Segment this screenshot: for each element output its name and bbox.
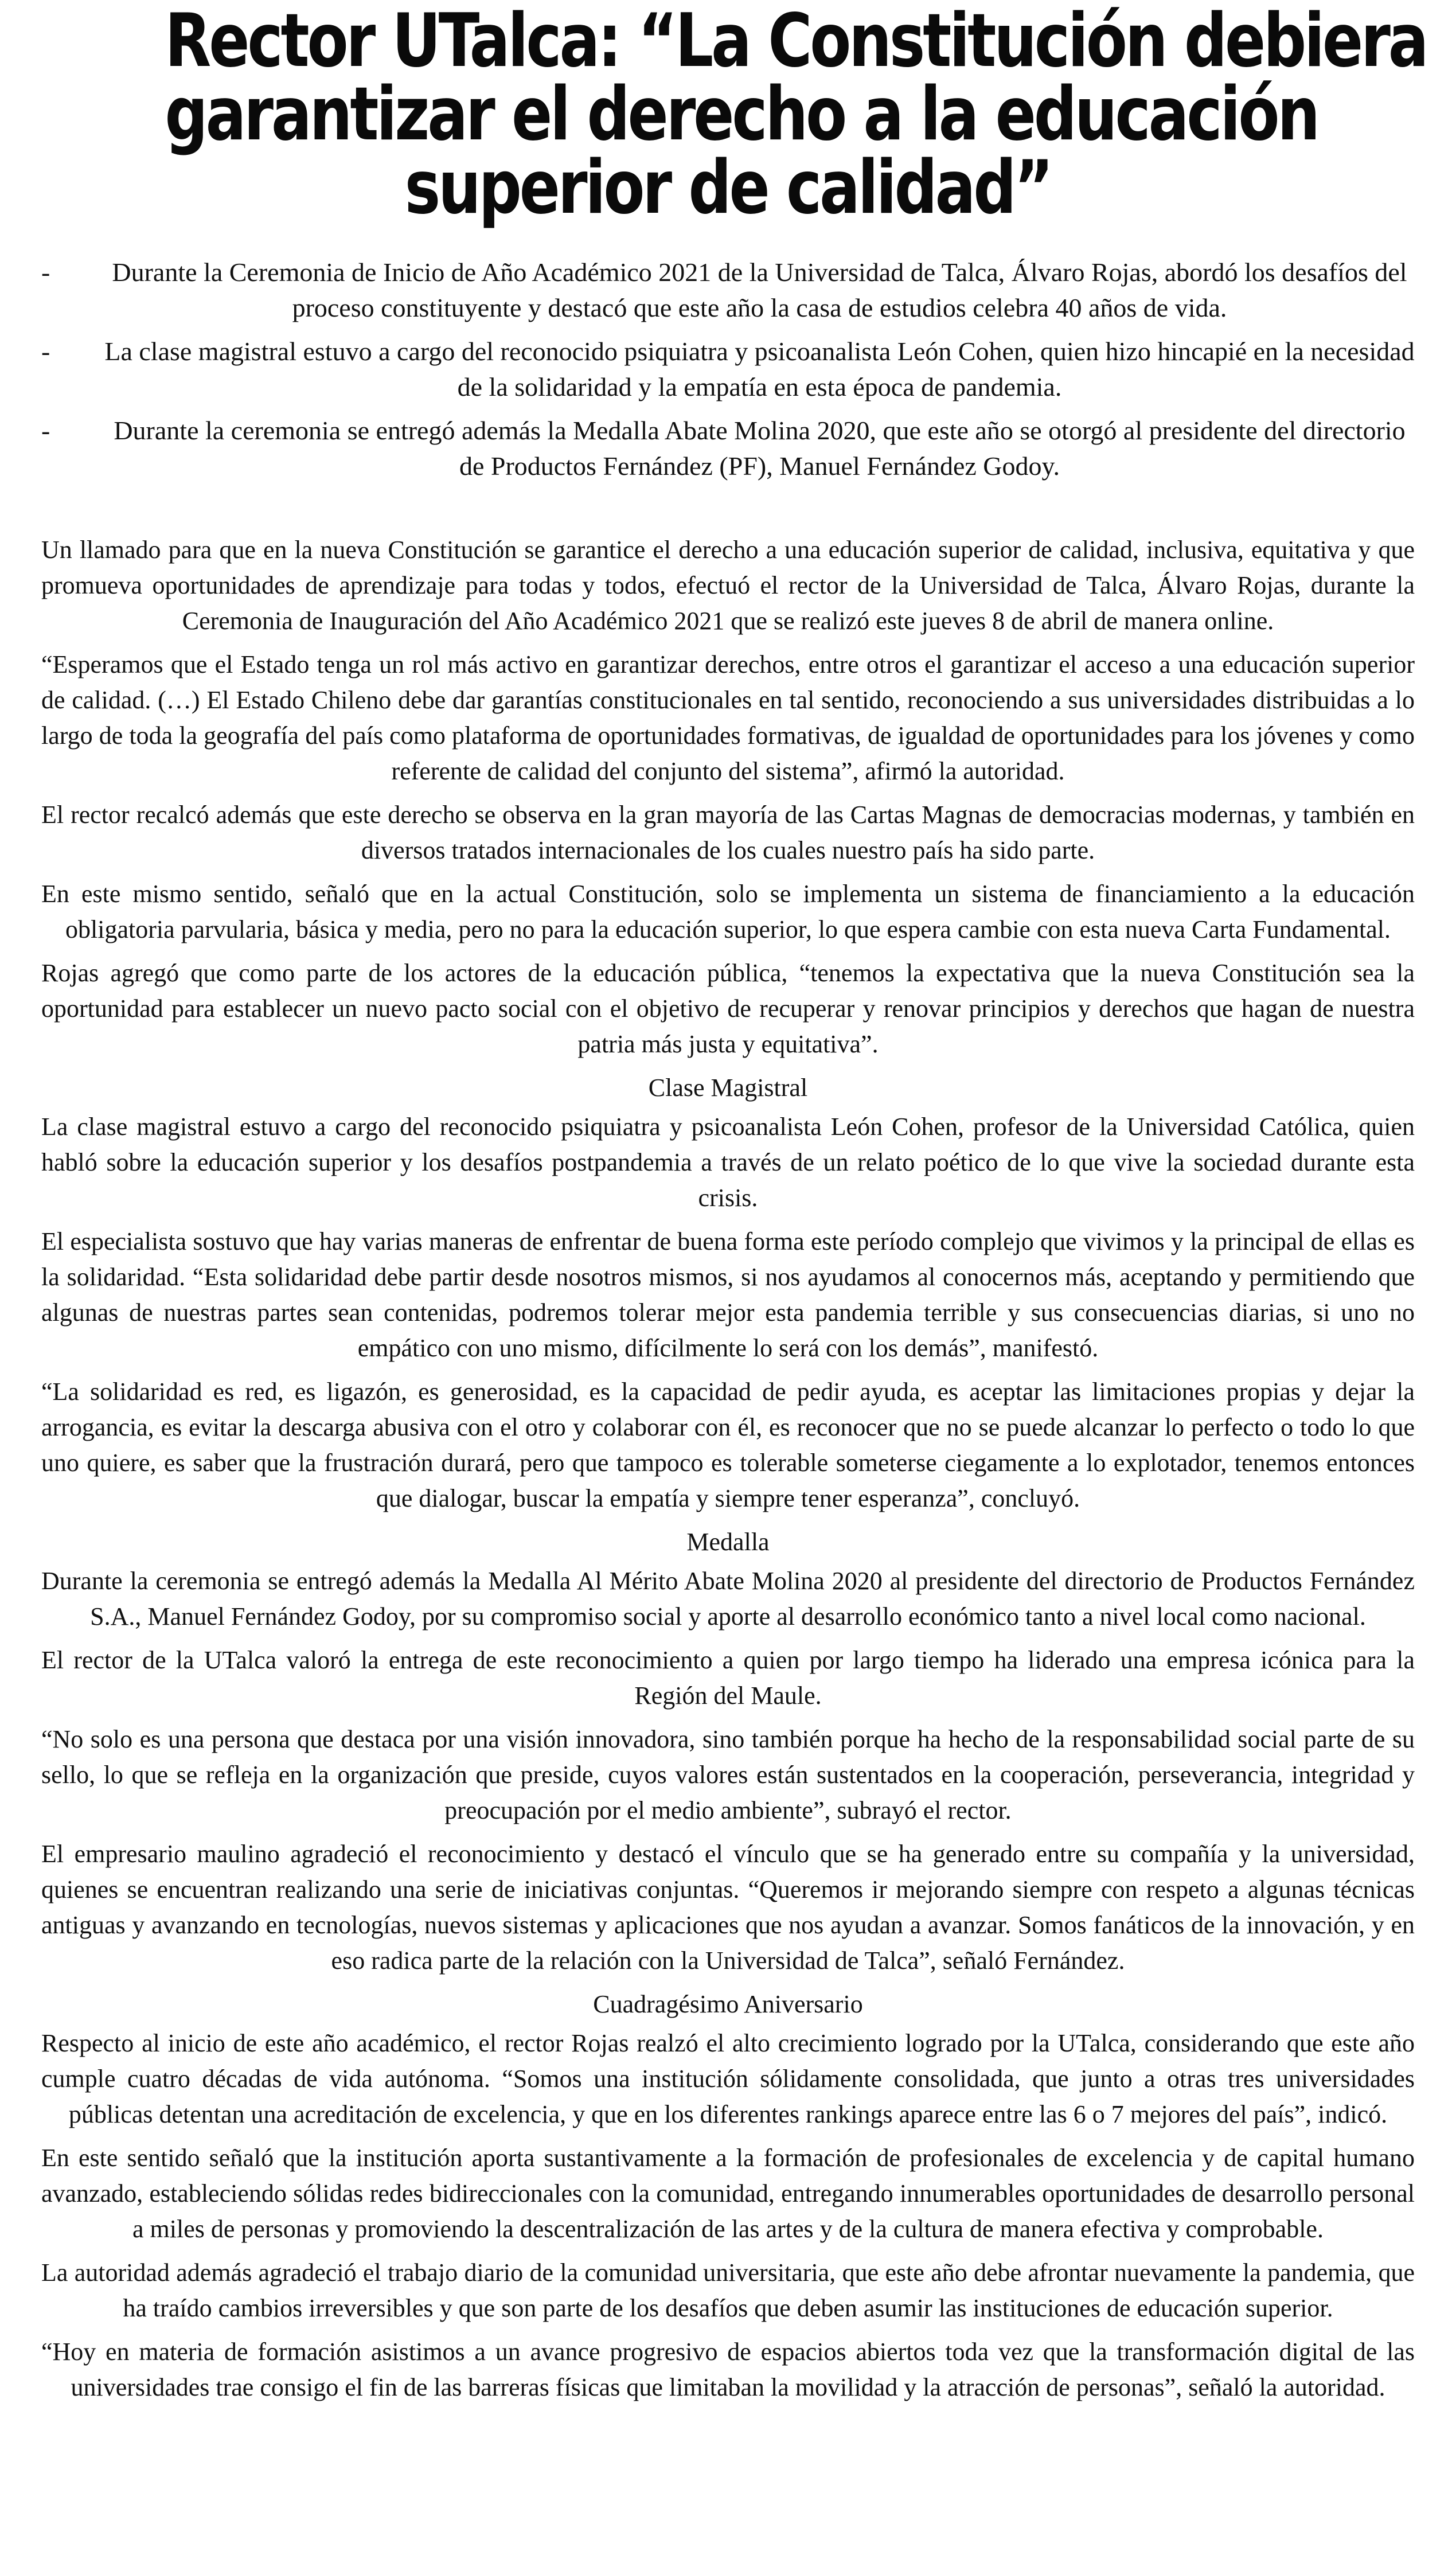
body-paragraph: La autoridad además agradeció el trabajo diario de la comunidad universitaria, que este año debe afrontar nuevamente la pandemia, que ha traído cambios irreversibles y que son parte de los desafíos que deben asumir las instituciones de educación superior. xyxy=(41,2258,1415,2322)
summary-bullet xyxy=(41,334,1415,405)
article-headline xyxy=(165,0,1427,231)
body-paragraph: Respecto al inicio de este año académico, el rector Rojas realzó el alto crecimiento logrado por la UTalca, considerando que este año cumple cuatro décadas de vida autónoma. “Somos una institución sólidamente consolidada, que junto a otras tres universidades públicas detentan una acreditación de excelencia, y que en los diferentes rankings aparece entre las 6 o 7 mejores del país”, indicó. xyxy=(41,2029,1415,2128)
body-paragraph: “Esperamos que el Estado tenga un rol más activo en garantizar derechos, entre otros el garantizar el acceso a una educación superior de calidad. (…) El Estado Chileno debe dar garantías constitucionales en tal sentido, reconociendo a sus universidades distribuidas a lo largo de toda la geografía del país como plataforma de oportunidades formativas, de igualdad de oportunidades para los jóvenes y como referente de calidad del conjunto del sistema”, afirmó la autoridad. xyxy=(41,650,1415,785)
subheading-aniversario: Cuadragésimo Aniversario xyxy=(593,1990,863,2018)
body-paragraph: Un llamado para que en la nueva Constitución se garantice el derecho a una educación superior de calidad, inclusiva, equitativa y que promueva oportunidades de aprendizaje para todas y todos, efectuó el rector de la Universidad de Talca, Álvaro Rojas, durante la Ceremonia de Inauguración del Año Académico 2021 que se realizó este jueves 8 de abril de manera online. xyxy=(41,536,1415,635)
body-paragraph: Durante la ceremonia se entregó además la Medalla Al Mérito Abate Molina 2020 al presidente del directorio de Productos Fernández S.A., Manuel Fernández Godoy, por su compromiso social y aporte al desarrollo económico tanto a nivel local como nacional. xyxy=(41,1567,1415,1630)
article-body xyxy=(41,532,1415,2405)
body-paragraph: El especialista sostuvo que hay varias maneras de enfrentar de buena forma este período complejo que vivimos y la principal de ellas es la solidaridad. “Esta solidaridad debe partir desde nosotros mismos, si nos ayudamos al conocernos más, aceptando y permitiendo que algunas de nuestras partes sean contenidas, podremos tolerar mejor esta pandemia terrible y sus consecuencias diarias, si uno no empático con uno mismo, difícilmente lo será con los demás”, manifestó. xyxy=(41,1227,1415,1362)
bullet-dash: - xyxy=(41,258,50,287)
body-paragraph: “Hoy en materia de formación asistimos a un avance progresivo de espacios abiertos toda vez que la transformación digital de las universidades trae consigo el fin de las barreras físicas que limitaban la movilidad y la atracción de personas”, señaló la autoridad. xyxy=(41,2338,1415,2401)
body-paragraph: Rojas agregó que como parte de los actores de la educación pública, “tenemos la expectativa que la nueva Constitución sea la oportunidad para establecer un nuevo pacto social con el objetivo de recuperar y renovar principios y derechos que hagan de nuestra patria más justa y equitativa”. xyxy=(41,959,1415,1058)
body-paragraph: El rector recalcó además que este derecho se observa en la gran mayoría de las Cartas Magnas de democracias modernas, y también en diversos tratados internacionales de los cuales nuestro país ha sido parte. xyxy=(41,801,1415,864)
body-paragraph: En este sentido señaló que la institución aporta sustantivamente a la formación de profesionales de excelencia y de capital humano avanzado, estableciendo sólidas redes bidireccionales con la comunidad, entregando innumerables oportunidades de desarrollo personal a miles de personas y promoviendo la descentralización de las artes y de la cultura de manera efectiva y comprobable. xyxy=(41,2144,1415,2243)
summary-bullet xyxy=(41,255,1415,326)
body-paragraph: El empresario maulino agradeció el reconocimiento y destacó el vínculo que se ha generado entre su compañía y la universidad, quienes se encuentran realizando una serie de iniciativas conjuntas. “Queremos ir mejorando siempre con respeto a algunas técnicas antiguas y avanzando en tecnologías, nuevos sistemas y aplicaciones que nos ayudan a avanzar. Somos fanáticos de la innovación, y en eso radica parte de la relación con la Universidad de Talca”, señaló Fernández. xyxy=(41,1840,1415,1975)
bullet-text: Durante la Ceremonia de Inicio de Año Académico 2021 de la Universidad de Talca, Álvaro Rojas, abordó los desafíos del proceso constituyente y destacó que este año la casa de estudios celebra 40 años de vida. xyxy=(112,258,1407,322)
subheading-medalla: Medalla xyxy=(686,1528,770,1556)
bullet-text: Durante la ceremonia se entregó además la Medalla Abate Molina 2020, que este año se otorgó al presidente del directorio de Productos Fernández (PF), Manuel Fernández Godoy. xyxy=(114,416,1406,481)
article-page xyxy=(41,0,1427,2413)
bullet-dash: - xyxy=(41,337,50,366)
summary-bullet xyxy=(41,413,1415,484)
body-paragraph: “La solidaridad es red, es ligazón, es generosidad, es la capacidad de pedir ayuda, es aceptar las limitaciones propias y dejar la arrogancia, es evitar la descarga abusiva con el otro y colaborar con él, es reconocer que no se puede alcanzar lo perfecto o todo lo que uno quiere, es saber que la frustración durará, pero que tampoco es tolerable someterse ciegamente a lo explotador, tenemos entonces que dialogar, buscar la empatía y siempre tener esperanza”, concluyó. xyxy=(41,1378,1415,1512)
bullet-text: La clase magistral estuvo a cargo del reconocido psiquiatra y psicoanalista León Cohen, quien hizo hincapié en la necesidad de la solidaridad y la empatía en esta época de pandemia. xyxy=(104,337,1415,401)
body-paragraph: El rector de la UTalca valoró la entrega de este reconocimiento a quien por largo tiempo ha liderado una empresa icónica para la Región del Maule. xyxy=(41,1646,1415,1710)
body-paragraph: La clase magistral estuvo a cargo del reconocido psiquiatra y psicoanalista León Cohen, profesor de la Universidad Católica, quien habló sobre la educación superior y los desafíos postpandemia a través de un relato poético de lo que vive la sociedad durante esta crisis. xyxy=(41,1113,1415,1212)
subheading-clase-magistral: Clase Magistral xyxy=(648,1074,808,1102)
headline-line-3: superior de calidad” xyxy=(404,145,1052,231)
bullet-dash: - xyxy=(41,416,50,445)
body-paragraph: En este mismo sentido, señaló que en la actual Constitución, solo se implementa un sistema de financiamiento a la educación obligatoria parvularia, básica y media, pero no para la educación superior, lo que espera cambie con esta nueva Carta Fundamental. xyxy=(41,880,1415,943)
body-paragraph: “No solo es una persona que destaca por una visión innovadora, sino también porque ha hecho de la responsabilidad social parte de su sello, lo que se refleja en la organización que preside, cuyos valores están sustentados en la cooperación, perseverancia, integridad y preocupación por el medio ambiente”, subrayó el rector. xyxy=(41,1725,1415,1824)
headline-line-1: Rector UTalca: “La Constitución debiera xyxy=(165,0,1427,84)
headline-line-2: garantizar el derecho a la educación xyxy=(165,72,1318,157)
summary-bullets xyxy=(41,255,1415,484)
